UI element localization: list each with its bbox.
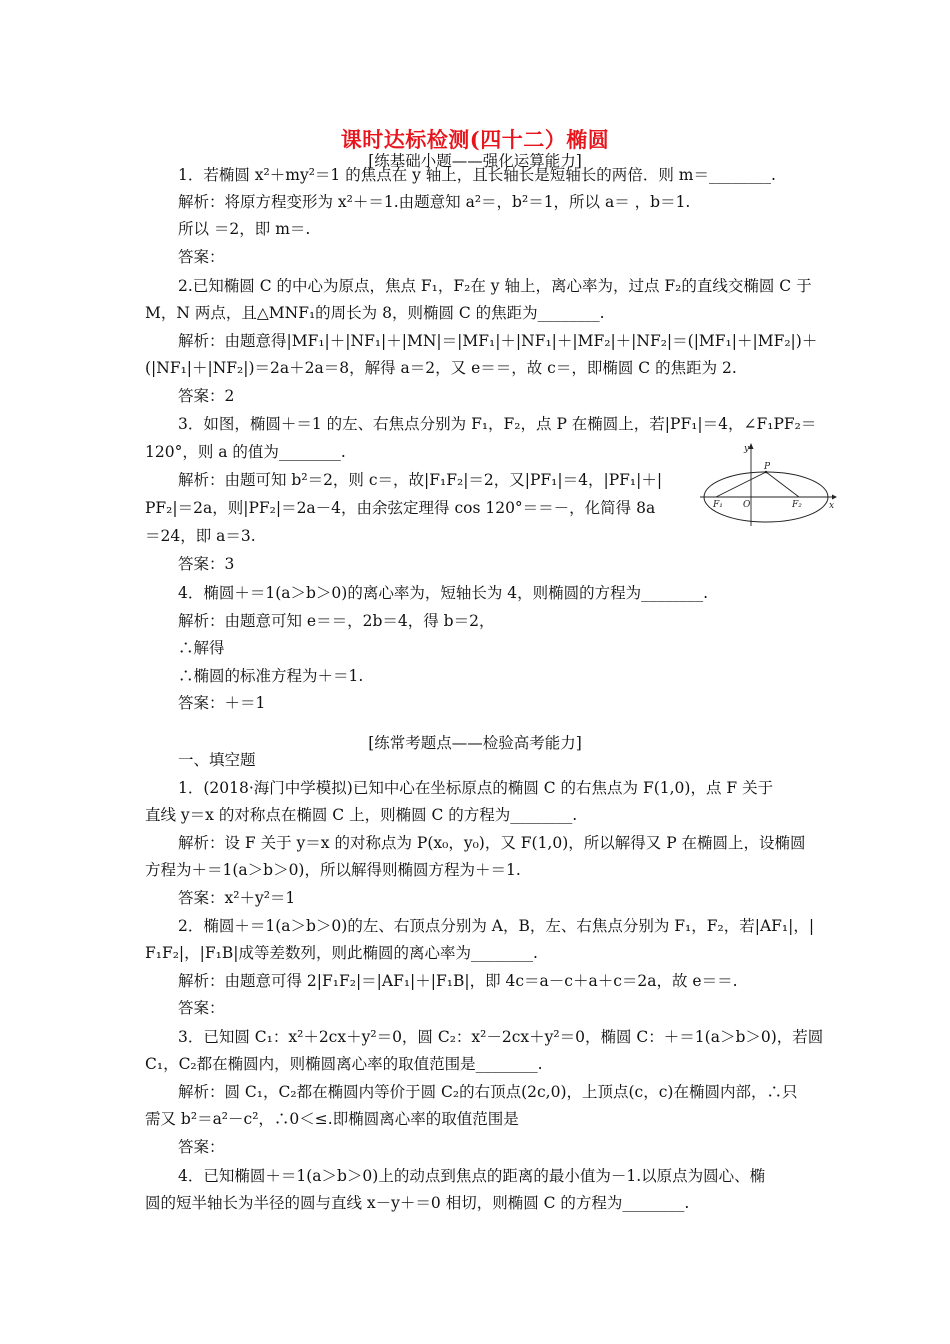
label-f2: F₂ — [792, 500, 802, 510]
text-line: 答案：x²＋y²＝1 — [178, 889, 296, 907]
segment-pf2 — [766, 472, 799, 497]
text-line: 答案： — [178, 999, 225, 1017]
text-line: 解析：圆 C₁，C₂都在椭圆内等价于圆 C₂的右顶点(2c,0)，上顶点(c，c)在椭圆内部，∴只 — [178, 1083, 798, 1101]
text-line: 3．已知圆 C₁：x²＋2cx＋y²＝0，圆 C₂：x²－2cx＋y²＝0，椭圆 C：＋＝1(a＞b＞0)，若圆 — [178, 1028, 824, 1046]
text-line: 解析：将原方程变形为 x²＋＝1.由题意知 a²＝，b²＝1，所以 a＝ ，b＝1. — [178, 193, 691, 211]
text-line: 答案： — [178, 1138, 225, 1156]
ellipse-figure — [698, 438, 842, 528]
segment-pf1 — [716, 472, 766, 497]
text-line: 4．椭圆＋＝1(a＞b＞0)的离心率为，短轴长为 4，则椭圆的方程为________. — [178, 584, 709, 602]
label-f1: F₁ — [713, 500, 723, 510]
text-line: 解析：由题意得|MF₁|＋|NF₁|＋|MN|＝|MF₁|＋|NF₁|＋|MF₂|＋|NF₂|＝(|MF₁|＋|MF₂|)＋ — [178, 332, 818, 350]
text-line: 4．已知椭圆＋＝1(a＞b＞0)上的动点到焦点的距离的最小值为－1.以原点为圆心、椭 — [178, 1167, 766, 1185]
text-line: 3．如图，椭圆＋＝1 的左、右焦点分别为 F₁，F₂，点 P 在椭圆上，若|PF₁|＝4，∠F₁PF₂＝ — [178, 415, 817, 433]
text-line: 1．(2018·海门中学模拟)已知中心在坐标原点的椭圆 C 的右焦点为 F(1,0)，点 F 关于 — [178, 779, 774, 797]
text-line: C₁，C₂都在椭圆内，则椭圆离心率的取值范围是________. — [145, 1055, 543, 1073]
text-line: 答案：2 — [178, 387, 235, 405]
text-line: 2.已知椭圆 C 的中心为原点，焦点 F₁，F₂在 y 轴上，离心率为，过点 F₂的直线交椭圆 C 于 — [178, 277, 812, 295]
label-p: P — [764, 462, 771, 472]
x-axis-arrow — [832, 495, 837, 500]
text-line: 一、填空题 — [178, 751, 256, 769]
section-header-exam: [练常考题点——检验高考能力] — [368, 734, 582, 752]
page-title: 课时达标检测(四十二）椭圆 — [340, 127, 610, 152]
text-line: 所以 ＝2，即 m＝. — [178, 220, 311, 238]
text-line: 解析：由题意可知 e＝＝，2b＝4，得 b＝2， — [178, 612, 495, 630]
ellipse-diagram — [698, 438, 842, 528]
text-line: 1．若椭圆 x²＋my²＝1 的焦点在 y 轴上，且长轴长是短轴长的两倍．则 m＝________. — [178, 166, 776, 184]
text-line: ＝24，即 a＝3. — [145, 527, 256, 545]
label-x-axis: x — [829, 501, 835, 511]
section-header-basic: [练基础小题——强化运算能力] — [368, 152, 582, 170]
text-line: F₁F₂|，|F₁B|成等差数列，则此椭圆的离心率为________. — [145, 944, 538, 962]
text-line: M，N 两点，且△MNF₁的周长为 8，则椭圆 C 的焦距为________. — [145, 304, 605, 322]
text-line: 直线 y＝x 的对称点在椭圆 C 上，则椭圆 C 的方程为________. — [145, 806, 578, 824]
text-line: ∴解得 — [178, 639, 225, 657]
text-line: 需又 b²＝a²－c²，∴0＜≤.即椭圆离心率的取值范围是 — [145, 1110, 519, 1128]
text-line: 答案： — [178, 248, 225, 266]
text-line: 120°，则 a 的值为________. — [145, 443, 346, 461]
text-line: 解析：由题意可得 2|F₁F₂|＝|AF₁|＋|F₁B|，即 4c＝a－c＋a＋c＝2a，故 e＝＝. — [178, 972, 738, 990]
text-line: ∴椭圆的标准方程为＋＝1. — [178, 667, 364, 685]
text-line: PF₂|＝2a，则|PF₂|＝2a－4，由余弦定理得 cos 120°＝＝－，化简得 8a — [145, 499, 656, 517]
text-line: 解析：由题可知 b²＝2，则 c＝，故|F₁F₂|＝2，又|PF₁|＝4，|PF₁|＋| — [178, 471, 663, 489]
text-line: 答案：3 — [178, 555, 235, 573]
y-axis-arrow — [749, 443, 754, 449]
text-line: 答案：＋＝1 — [178, 694, 266, 712]
text-line: 2．椭圆＋＝1(a＞b＞0)的左、右顶点分别为 A，B，左、右焦点分别为 F₁，F₂，若|AF₁|，| — [178, 917, 815, 935]
label-origin: O — [743, 500, 751, 510]
text-line: 方程为＋＝1(a＞b＞0)，所以解得则椭圆方程为＋＝1. — [145, 861, 521, 879]
text-line: (|NF₁|＋|NF₂|)＝2a＋2a＝8，解得 a＝2，又 e＝＝，故 c＝，即椭圆 C 的焦距为 2. — [145, 359, 737, 377]
label-y-axis: y — [744, 444, 750, 454]
text-line: 圆的短半轴长为半径的圆与直线 x－y＋＝0 相切，则椭圆 C 的方程为________. — [145, 1194, 690, 1212]
text-line: 解析：设 F 关于 y＝x 的对称点为 P(x₀，y₀)，又 F(1,0)，所以解得又 P 在椭圆上，设椭圆 — [178, 834, 806, 852]
